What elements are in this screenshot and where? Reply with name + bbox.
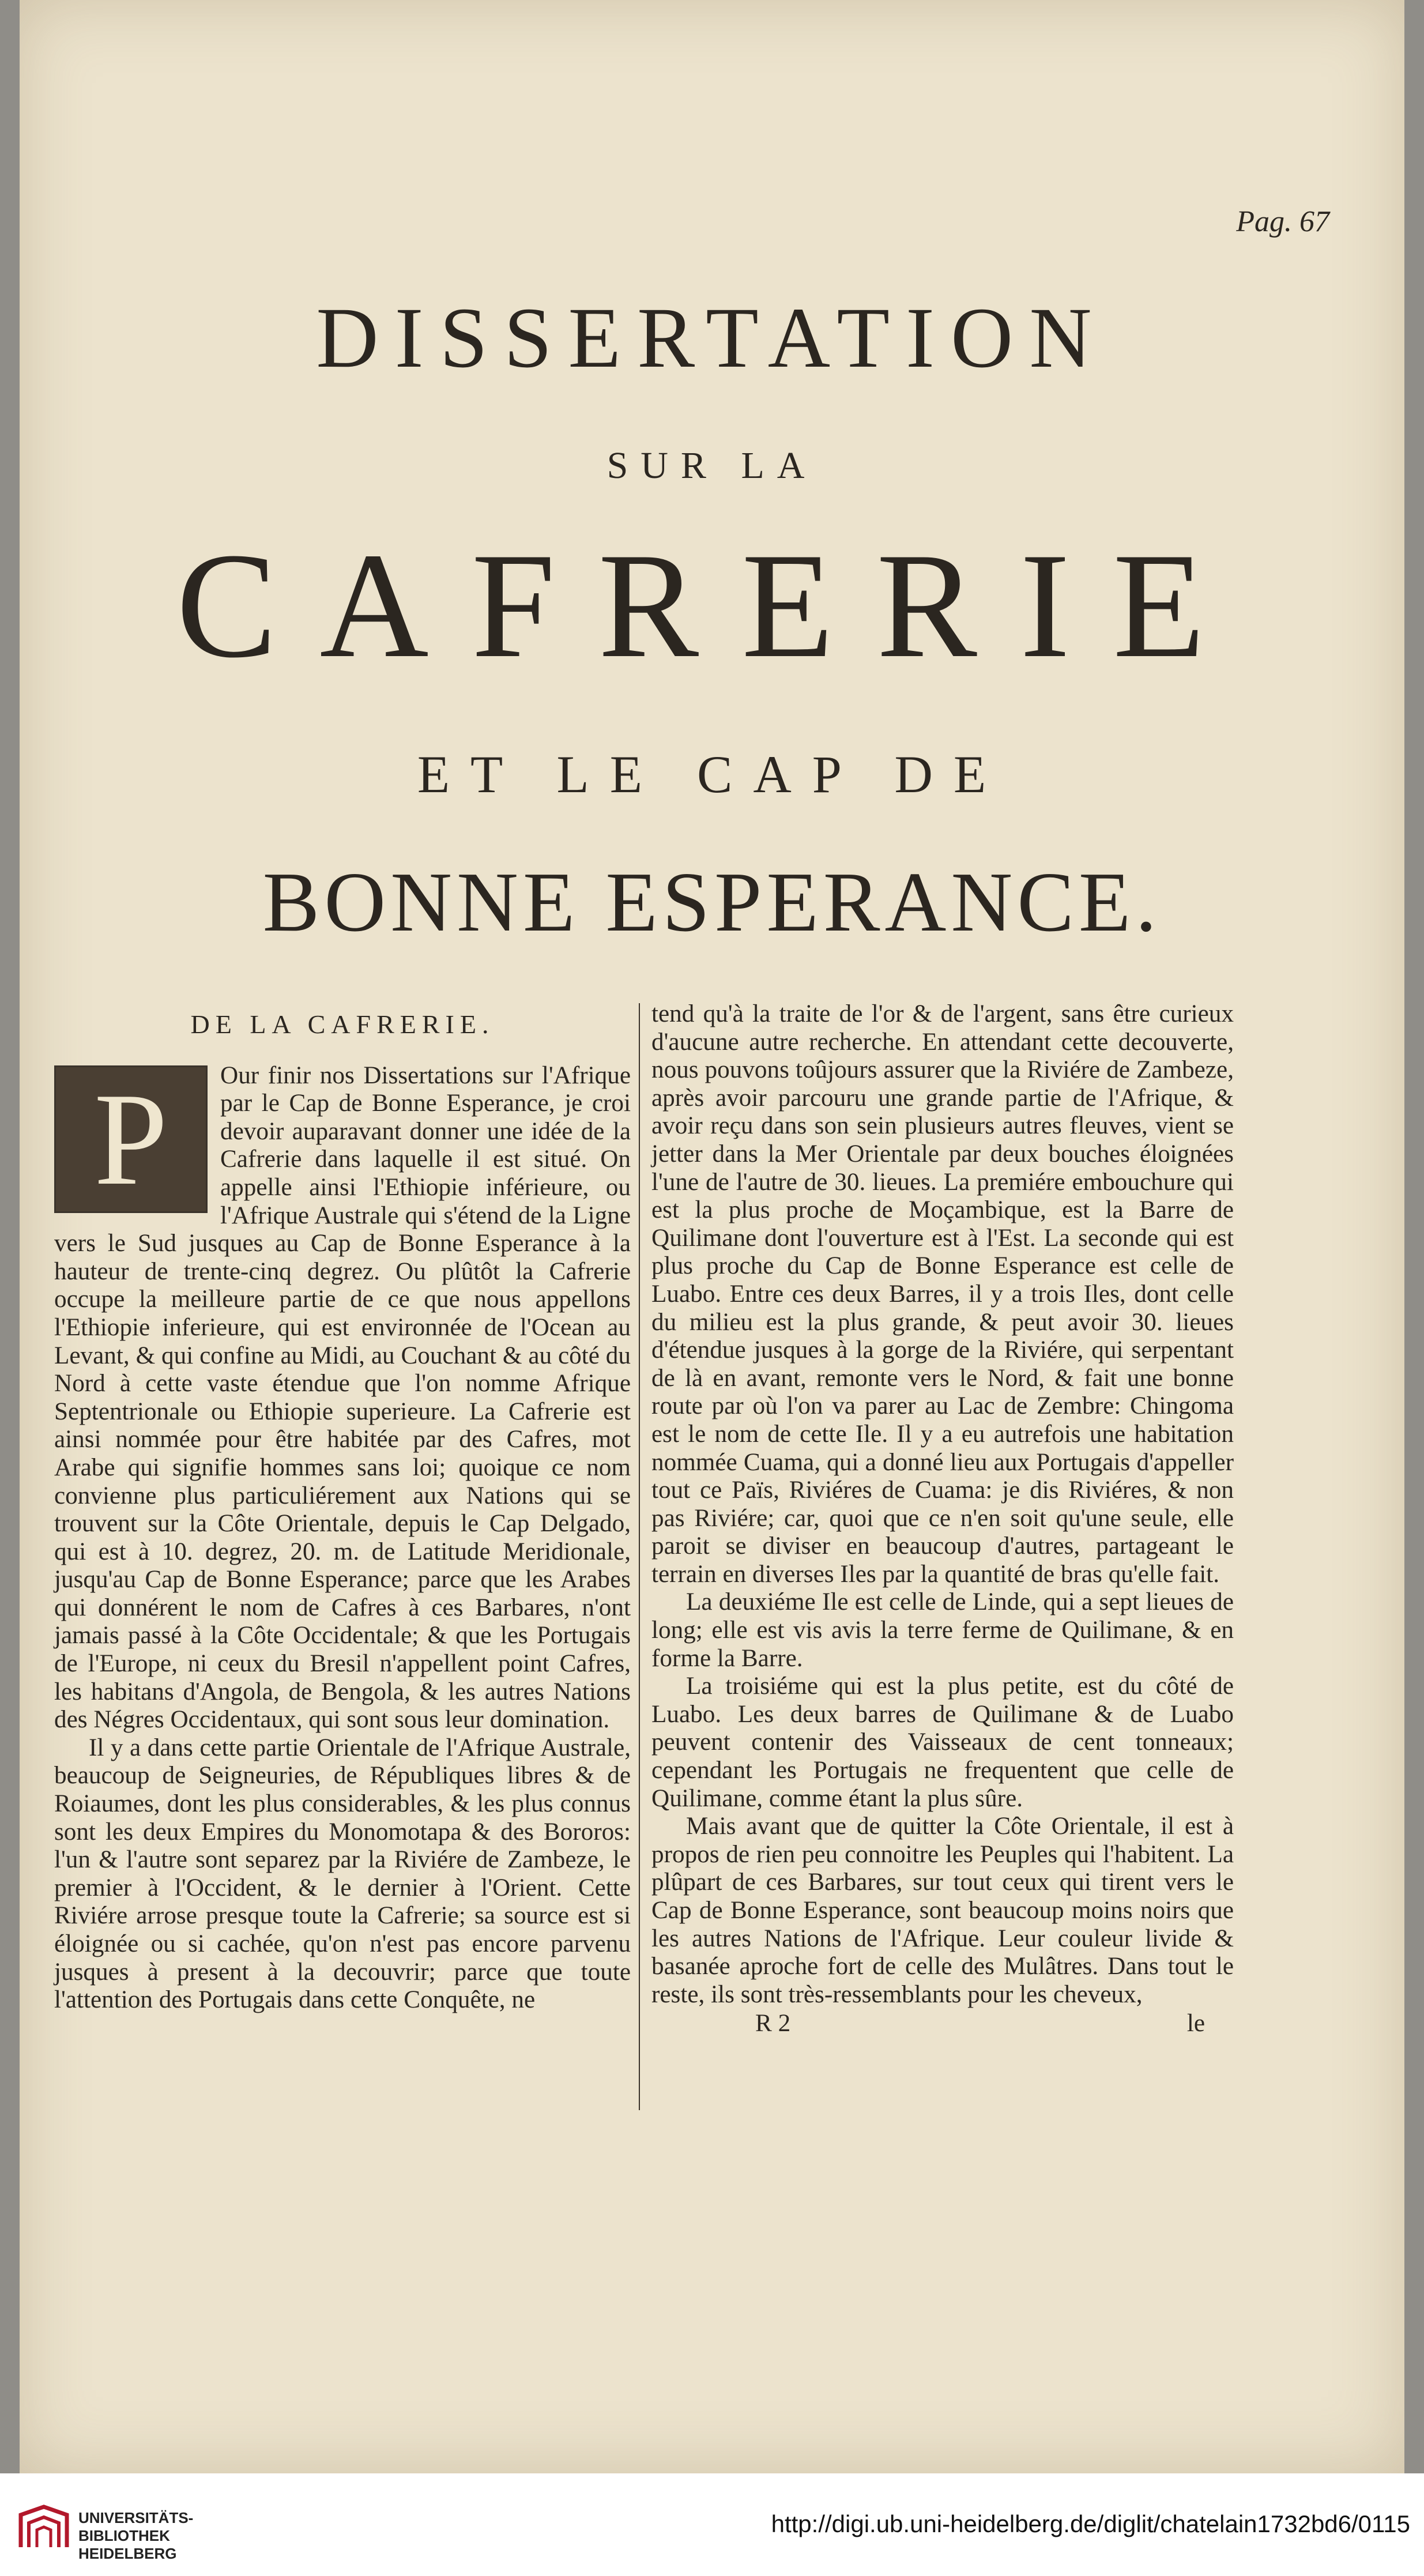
- paragraph: tend qu'à la traite de l'or & de l'argent, sans être curieux d'aucune autre recherche. En attendant cette decouverte, nous pouvons toûjours assurer que la Riviére de Zambeze, après avoir parcouru une grande partie de l'Afrique, & avoir reçu dans son sein plusieurs autres fleuves, vient se jetter dans la Mer Orientale par deux bouches éloignées l'une de l'autre de 30. lieues. La premiére embouchure qui est la plus proche de Moçambique, est la Barre de Quilimane dont l'ouverture est à l'Est. La seconde qui est plus proche du Cap de Bonne Esperance est celle de Luabo. Entre ces deux Barres, il y a trois Iles, dont celle du milieu est la plus grande, & peut avoir 30. lieues d'étendue jusques à la gorge de la Riviére, qui serpentant de là en avant, remonte vers le Nord, & fait une bonne route par où l'on va parer au Lac de Zembre: Chingoma est le nom de cette Ile. Il y a eu autrefois une habitation nommée Cuama, qui a donné lieu aux Portugais d'appeller tout ce Païs, Riviéres de Cuama: je dis Riviéres, & non pas Riviére; car, quoi que ce n'en soit qu'une seule, elle paroit se diviser en beaucoup d'autres, partageant le terrain en diverses Iles par la quantité de bras qu'elle fait.: [651, 1000, 1234, 1588]
- paragraph: La troisiéme qui est la plus petite, est du côté de Luabo. Les deux barres de Quilimane & de Luabo peuvent contenir des Vaisseaux de cent tonneaux; cependant les Portugais ne frequentent que celle de Quilimane, comme étant la plus sûre.: [651, 1673, 1234, 1812]
- column-divider: [639, 1003, 640, 2110]
- library-name-line: HEIDELBERG: [78, 2545, 177, 2562]
- library-name: [78, 2509, 193, 2563]
- right-column: [651, 1000, 1234, 2038]
- paragraph: Mais avant que de quitter la Côte Orientale, il est à propos de rien peu connoitre les Peuples qui l'habitent. La plûpart de ces Barbares, sur tout ceux qui tirent vers le Cap de Bonne Esperance, sont beaucoup moins noirs que les autres Nations de l'Afrique. Leur couleur livide & basanée aproche fort de celle des Mulâtres. Dans tout le reste, ils sont très-ressemblants pour les cheveux,: [651, 1813, 1234, 2008]
- signature-mark: R 2: [755, 2010, 791, 2038]
- catchword: le: [1186, 2010, 1205, 2038]
- scanned-page: [20, 0, 1404, 2473]
- title-line-5: BONNE ESPERANCE.: [262, 855, 1162, 950]
- library-logo-icon[interactable]: [16, 2503, 71, 2555]
- title-line-2: SUR LA: [606, 445, 818, 487]
- paragraph: La deuxiéme Ile est celle de Linde, qui a sept lieues de long; elle est vis avis la terre ferme de Quilimane, & en forme la Barre.: [651, 1588, 1234, 1672]
- paragraph: Our finir nos Dissertations sur l'Afrique par le Cap de Bonne Esperance, je croi devoir auparavant donner une idée de la Cafrerie dans laquelle il est situé. On appelle ainsi l'Ethiopie inférieure, ou l'Afrique Australe qui s'étend de la Ligne vers le Sud jusques au Cap de Bonne Esperance à la hauteur de trente-cinq degrez. Ou plûtôt la Cafrerie occupe la meilleure partie de ce que nous appellons l'Ethiopie inferieure, qui est environnée de l'Ocean au Levant, & qui confine au Midi, au Couchant & au côté du Nord à cette vaste étendue que l'on nomme Afrique Septentrionale ou Ethiopie superieure. La Cafrerie est ainsi nommée pour être habitée par des Cafres, mot Arabe qui signifie hommes sans loi; quoique ce nom convienne plus particuliérement aux Nations qui se trouvent sur la Côte Orientale, depuis le Cap Delgado, qui est à 10. degrez, 20. m. de Latitude Meridionale, jusqu'au Cap de Bonne Esperance; parce que les Arabes qui donnérent le nom de Cafres à ces Barbares, n'ont jamais passé à la Côte Occidentale; & que les Portugais de l'Europe, ni ceux du Bresil n'appellent point Cafres, les habitans d'Angola, de Bengola, & les autres Nations des Négres Occidentaux, qui sont sous leur domination.: [54, 1061, 631, 1734]
- library-name-line: BIBLIOTHEK: [78, 2527, 170, 2544]
- ornamental-initial: P: [54, 1065, 208, 1213]
- page-number: Pag. 67: [1236, 205, 1329, 238]
- paragraph: Il y a dans cette partie Orientale de l'Afrique Australe, beaucoup de Seigneuries, de Républiques libres & de Roiaumes, dont les plus considerables, & les plus connus sont les deux Empires du Monomotapa & des Bororos: l'un & l'autre sont separez par la Riviére de Zambeze, le premier à l'Occident, & le dernier à l'Orient. Cette Riviére arrose presque toute la Cafrerie; sa source est si éloignée ou si cachée, qu'on n'est pas encore parvenu jusques à present à la decouvrir; parce que toute l'attention des Portugais dans cette Conquête, ne: [54, 1734, 631, 2014]
- signature-line: [651, 2010, 1234, 2038]
- title-line-4: ET LE CAP DE: [417, 745, 1007, 804]
- title-line-1: DISSERTATION: [316, 290, 1108, 386]
- section-heading: DE LA CAFRERIE.: [190, 1010, 495, 1039]
- footer-bar: [0, 2473, 1424, 2576]
- left-column: [54, 1000, 631, 2014]
- permalink-url[interactable]: http://digi.ub.uni-heidelberg.de/diglit/chatelain1732bd6/0115: [771, 2510, 1410, 2537]
- title-line-3: CAFRERIE: [176, 522, 1248, 689]
- library-name-line: UNIVERSITÄTS-: [78, 2509, 194, 2526]
